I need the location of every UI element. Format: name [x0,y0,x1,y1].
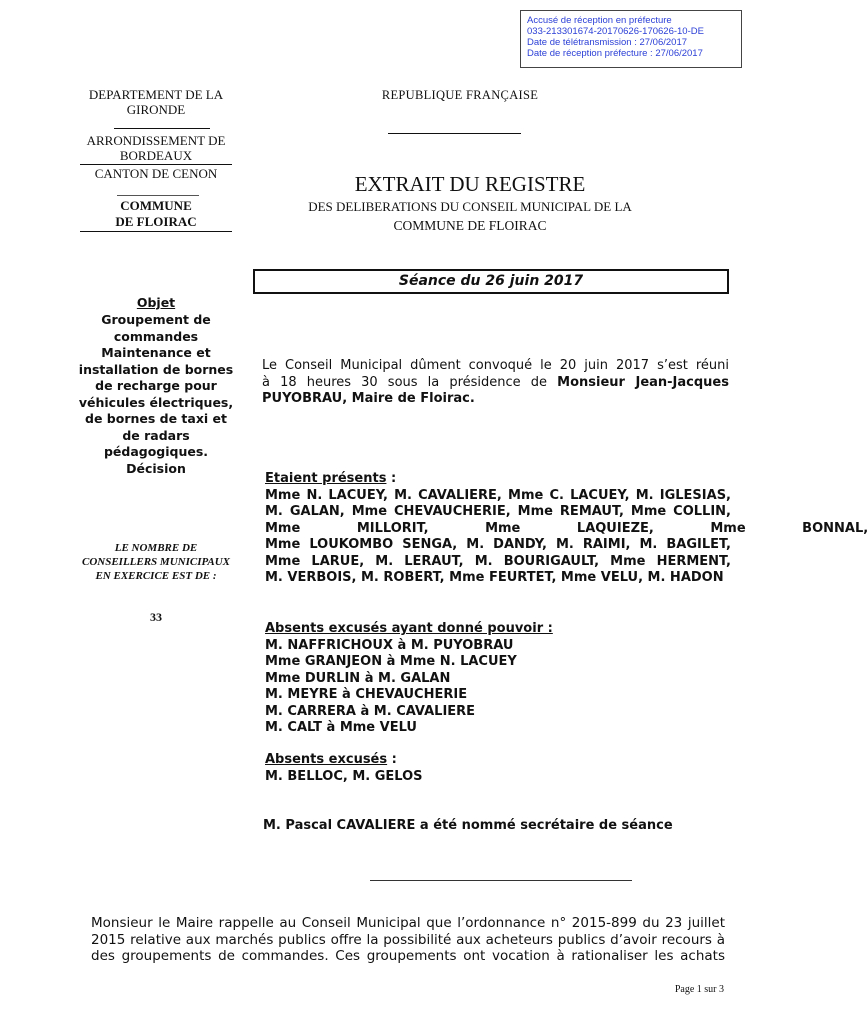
objet-label-wrap [76,295,236,312]
presents-line: M. GALAN, Mme CHEVAUCHERIE, Mme REMAUT, Mme COLLIN, [265,504,731,519]
intro-paragraph [262,358,729,408]
conseillers-label: LE NOMBRE DE CONSEILLERS MUNICIPAUX EN EXERCICE EST DE : [81,542,231,582]
divider [80,231,232,232]
pouvoir-item: M. MEYRE à CHEVAUCHERIE [265,687,468,702]
presents-colon: : [386,471,397,486]
pouvoir-item: Mme GRANJEON à Mme N. LACUEY [265,654,517,669]
seance-date: Séance du 26 juin 2017 [398,273,584,289]
pouvoir-item: M. CARRERA à M. CAVALIERE [265,703,476,719]
republique-label: REPUBLIQUE FRANÇAISE [381,88,539,102]
stamp-line-2: 033-213301674-20170626-170626-10-DE [527,26,704,37]
seance-banner [253,269,729,294]
presents-line: Mme N. LACUEY, M. CAVALIERE, Mme C. LACUEY, M. IGLESIAS, [265,487,731,503]
stamp-line-3: Date de télétransmission : 27/06/2017 [527,37,688,48]
mayor-name-part: Monsieur Jean-Jacques [557,374,729,390]
excuses-colon: : [387,752,397,767]
objet-text: Groupement de commandes Maintenance et installation de bornes de recharge pour véhicules électriques, de bornes de taxi et de radars pédagogiques. Décision [78,312,234,476]
document-subtitle-1: DES DELIBERATIONS DU CONSEIL MUNICIPAL DE LA [308,199,632,214]
canton-label: CANTON DE CENON [94,166,218,181]
commune-label: COMMUNE [120,198,192,213]
conseillers-count: 33 [150,610,162,624]
divider [80,164,232,165]
presents-line: Mme LOUKOMBO SENGA, M. DANDY, M. RAIMI, M. BAGILET, [265,537,731,552]
pouvoir-item: M. NAFFRICHOUX à M. PUYOBRAU [265,637,514,653]
body-paragraph [91,915,725,965]
page-number: Page 1 sur 3 [674,984,724,995]
intro-line-2a: à 18 heures 30 sous la présidence de [262,374,548,390]
section-divider [370,880,632,881]
departement-label: DEPARTEMENT DE LA GIRONDE [88,87,224,117]
pouvoirs-section [265,621,731,737]
paragraph-line-2: 2015 relative aux marchés publics offre la possibilité aux acheteurs publics d’avoir recours à [91,931,725,948]
stamp-line-1: Accusé de réception en préfecture [527,15,672,26]
divider [117,195,199,196]
presents-line: Mme LARUE, M. LERAUT, M. BOURIGAULT, Mme HERMENT, [265,553,731,569]
objet-label: Objet [136,295,176,310]
pouvoir-item: M. CALT à Mme VELU [265,720,417,735]
pouvoirs-label: Absents excusés ayant donné pouvoir : [265,621,553,636]
pouvoir-item: Mme DURLIN à M. GALAN [265,670,451,686]
excuses-names: M. BELLOC, M. GELOS [265,768,423,784]
divider [114,128,210,129]
presents-label: Etaient présents [265,471,387,486]
divider [388,133,521,134]
excuses-section [265,752,731,785]
secretaire-line: M. Pascal CAVALIERE a été nommé secrétaire de séance [263,818,673,833]
presents-line: Mme MILLORIT, Mme LAQUIEZE, Mme BONNAL, [265,520,868,536]
paragraph-line-1: Monsieur le Maire rappelle au Conseil Municipal que l’ordonnance n° 2015-899 du 23 juillet [91,915,725,931]
intro-line-3: PUYOBRAU, Maire de Floirac. [262,391,475,406]
document-subtitle-2: COMMUNE DE FLOIRAC [393,218,547,233]
presents-line-last: M. VERBOIS, M. ROBERT, Mme FEURTET, Mme VELU, M. HADON [265,570,724,585]
presents-section [265,471,868,587]
paragraph-line-3: des groupements de commandes. Ces groupements ont vocation à rationaliser les achats [91,948,725,964]
reception-stamp [520,10,742,68]
commune-name: DE FLOIRAC [115,214,197,229]
arrondissement-label: ARRONDISSEMENT DE BORDEAUX [86,133,226,163]
excuses-label: Absents excusés [265,752,388,767]
intro-line-2 [262,375,729,392]
stamp-line-4: Date de réception préfecture : 27/06/2017 [527,48,703,59]
document-title: EXTRAIT DU REGISTRE [354,172,586,196]
intro-line-1: Le Conseil Municipal dûment convoqué le 20 juin 2017 s’est réuni [262,358,729,373]
